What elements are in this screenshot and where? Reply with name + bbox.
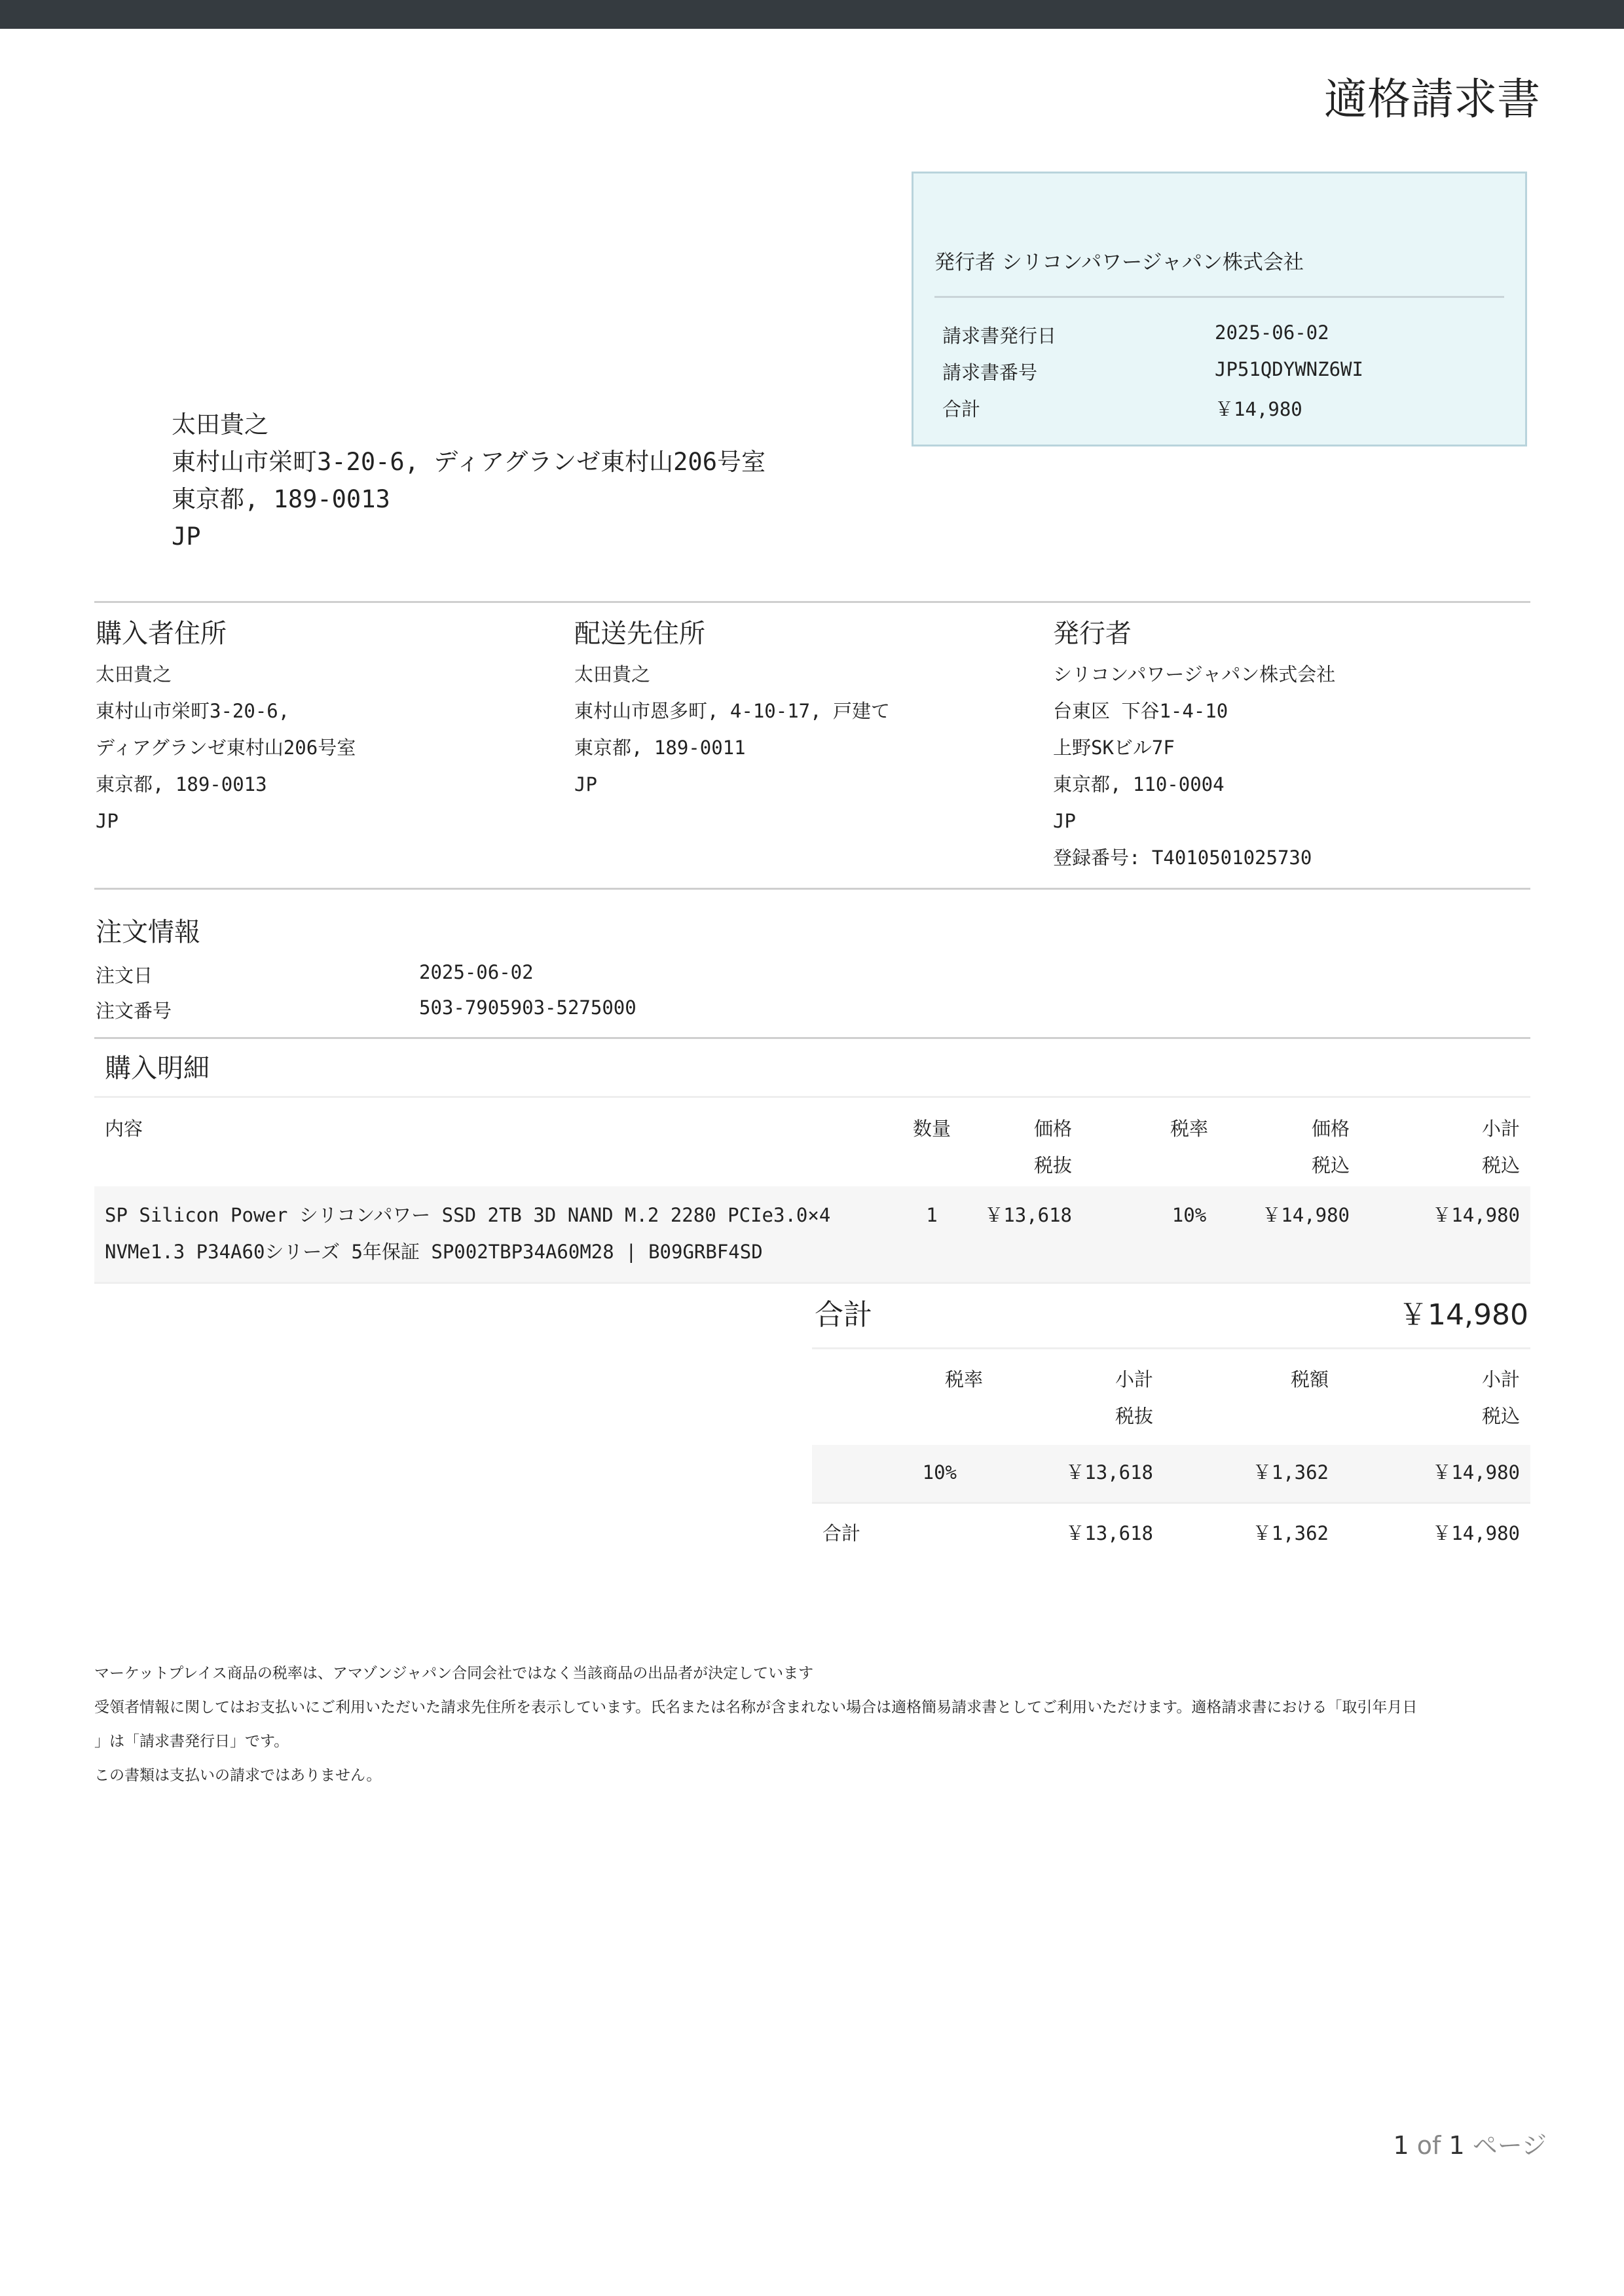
col-price-incl-sub: 税込 bbox=[1311, 1154, 1350, 1176]
tax-col-rate: 税率 bbox=[944, 1368, 983, 1391]
buyer-address-heading: 購入者住所 bbox=[96, 619, 227, 649]
invoice-total-value: ￥14,980 bbox=[1215, 398, 1302, 420]
issuer-divider bbox=[934, 296, 1504, 298]
table-row bbox=[94, 1186, 1530, 1282]
order-info-heading: 注文情報 bbox=[96, 917, 200, 947]
col-description: 内容 bbox=[105, 1118, 143, 1140]
tax-total-label: 合計 bbox=[822, 1522, 861, 1544]
buyer-address-line: ディアグランゼ東村山206号室 bbox=[96, 737, 356, 759]
seller-address-heading: 発行者 bbox=[1053, 619, 1132, 649]
tax-col-subtotal-incl: 小計 bbox=[1481, 1368, 1520, 1391]
shipping-address-line: 東京都, 189-0011 bbox=[574, 737, 746, 759]
order-date-value: 2025-06-02 bbox=[419, 961, 534, 983]
note-line: マーケットプレイス商品の税率は、アマゾンジャパン合同会社ではなく当該商品の出品者が決定しています bbox=[94, 1665, 814, 1682]
divider bbox=[812, 1502, 1530, 1504]
order-number-label: 注文番号 bbox=[96, 1000, 172, 1022]
note-line: この書類は支払いの請求ではありません。 bbox=[94, 1767, 382, 1784]
invoice-number-row bbox=[942, 358, 1363, 385]
tax-rate-value: 10% bbox=[922, 1461, 957, 1484]
tax-col-subtotal-excl: 小計 bbox=[1115, 1368, 1153, 1391]
seller-address-line: 東京都, 110-0004 bbox=[1053, 773, 1225, 795]
item-quantity: 1 bbox=[926, 1204, 938, 1226]
seller-address-line: 上野SKビル7F bbox=[1053, 737, 1175, 759]
col-price-excl: 価格 bbox=[1033, 1118, 1072, 1140]
issuer-label: 発行者 bbox=[934, 251, 995, 274]
issuer-summary-header bbox=[934, 246, 1304, 275]
divider bbox=[94, 888, 1530, 890]
tax-total-subtotal-incl: ￥14,980 bbox=[1432, 1522, 1520, 1544]
tax-table-header bbox=[812, 1352, 1530, 1430]
buyer-address-line: 東村山市栄町3-20-6, bbox=[96, 700, 290, 722]
order-number-row bbox=[96, 996, 637, 1023]
col-price-incl: 価格 bbox=[1311, 1118, 1350, 1140]
document-title: 適格請求書 bbox=[1324, 74, 1540, 124]
item-subtotal-incl: ￥14,980 bbox=[1432, 1204, 1520, 1226]
notes bbox=[94, 1656, 1535, 1793]
seller-address-line: シリコンパワージャパン株式会社 bbox=[1053, 663, 1336, 685]
page-current: 1 bbox=[1393, 2131, 1409, 2160]
invoice-total-label: 合計 bbox=[942, 398, 981, 420]
buyer-address-line: 東京都, 189-0013 bbox=[96, 773, 267, 795]
tax-col-subtotal-incl-sub: 税込 bbox=[1481, 1405, 1520, 1427]
issuer-name: シリコンパワージャパン株式会社 bbox=[1001, 251, 1304, 274]
col-tax-rate: 税率 bbox=[1170, 1118, 1208, 1140]
recipient-line: JP bbox=[172, 522, 201, 551]
seller-registration-number: 登録番号: T4010501025730 bbox=[1053, 847, 1312, 869]
page-total: 1 bbox=[1449, 2131, 1465, 2160]
invoice-number-value: JP51QDYWNZ6WI bbox=[1215, 358, 1363, 380]
col-subtotal-incl: 小計 bbox=[1481, 1118, 1520, 1140]
recipient-line: 東京都, 189-0013 bbox=[172, 485, 390, 513]
invoice-total-row bbox=[942, 395, 1302, 422]
shipping-address-heading: 配送先住所 bbox=[574, 619, 705, 649]
page-suffix: ページ bbox=[1472, 2131, 1547, 2160]
shipping-address-line: 太田貴之 bbox=[574, 663, 651, 685]
tax-col-tax: 税額 bbox=[1290, 1368, 1329, 1391]
shipping-address-line: JP bbox=[574, 773, 597, 795]
seller-address-line: 台東区 下谷1-4-10 bbox=[1053, 700, 1228, 722]
recipient-line: 太田貴之 bbox=[172, 410, 268, 439]
tax-subtotal-excl-value: ￥13,618 bbox=[1065, 1461, 1153, 1484]
note-line: 受領者情報に関してはお支払いにご利用いただいた請求先住所を表示しています。氏名または名称が含まれない場合は適格簡易請求書としてご利用いただけます。適格請求書における「取引年月日 bbox=[94, 1699, 1418, 1716]
item-description-line: NVMe1.3 P34A60シリーズ 5年保証 SP002TBP34A60M28 | B09GRBF4SD bbox=[105, 1241, 763, 1263]
recipient-address bbox=[172, 406, 766, 555]
divider bbox=[94, 601, 1530, 603]
invoice-date-value: 2025-06-02 bbox=[1215, 321, 1329, 344]
items-table-header bbox=[94, 1100, 1530, 1178]
buyer-address-column bbox=[96, 615, 356, 839]
page-of: of bbox=[1416, 2131, 1441, 2160]
tax-table-total-row bbox=[812, 1504, 1530, 1562]
col-price-excl-sub: 税抜 bbox=[1033, 1154, 1072, 1176]
buyer-address-line: 太田貴之 bbox=[96, 663, 172, 685]
grand-total-amount: ￥14,980 bbox=[1399, 1298, 1528, 1332]
buyer-address-line: JP bbox=[96, 810, 119, 832]
divider bbox=[94, 1282, 1530, 1284]
items-heading: 購入明細 bbox=[105, 1053, 210, 1084]
divider bbox=[94, 1037, 1530, 1039]
page-indicator bbox=[1393, 2125, 1547, 2161]
col-subtotal-incl-sub: 税込 bbox=[1481, 1154, 1520, 1176]
shipping-address-line: 東村山市恩多町, 4-10-17, 戸建て bbox=[574, 700, 891, 722]
shipping-address-column bbox=[574, 615, 890, 803]
top-bar bbox=[0, 0, 1624, 29]
seller-address-column bbox=[1053, 615, 1335, 876]
invoice-number-label: 請求書番号 bbox=[942, 361, 1038, 384]
order-date-row bbox=[96, 961, 534, 988]
note-line: 」は「請求書発行日」です。 bbox=[94, 1733, 289, 1750]
grand-total-label: 合計 bbox=[815, 1298, 872, 1332]
invoice-date-row bbox=[942, 321, 1329, 348]
item-price-excl: ￥13,618 bbox=[984, 1204, 1072, 1226]
tax-col-subtotal-excl-sub: 税抜 bbox=[1115, 1405, 1153, 1427]
order-number-value: 503-7905903-5275000 bbox=[419, 996, 637, 1019]
order-date-label: 注文日 bbox=[96, 964, 153, 987]
tax-total-amount: ￥1,362 bbox=[1252, 1522, 1329, 1544]
tax-table-row bbox=[812, 1445, 1530, 1503]
col-quantity: 数量 bbox=[912, 1118, 951, 1140]
seller-address-line: JP bbox=[1053, 810, 1076, 832]
tax-amount-value: ￥1,362 bbox=[1252, 1461, 1329, 1484]
invoice-date-label: 請求書発行日 bbox=[942, 325, 1057, 347]
divider bbox=[94, 1096, 1530, 1098]
recipient-line: 東村山市栄町3-20-6, ディアグランゼ東村山206号室 bbox=[172, 448, 766, 476]
item-tax-rate: 10% bbox=[1172, 1204, 1207, 1226]
item-description-line: SP Silicon Power シリコンパワー SSD 2TB 3D NAND M.2 2280 PCIe3.0×4 bbox=[105, 1204, 831, 1226]
item-price-incl: ￥14,980 bbox=[1262, 1204, 1350, 1226]
tax-subtotal-incl-value: ￥14,980 bbox=[1432, 1461, 1520, 1484]
issuer-summary-box bbox=[912, 172, 1527, 446]
tax-total-subtotal-excl: ￥13,618 bbox=[1065, 1522, 1153, 1544]
divider bbox=[812, 1347, 1530, 1349]
